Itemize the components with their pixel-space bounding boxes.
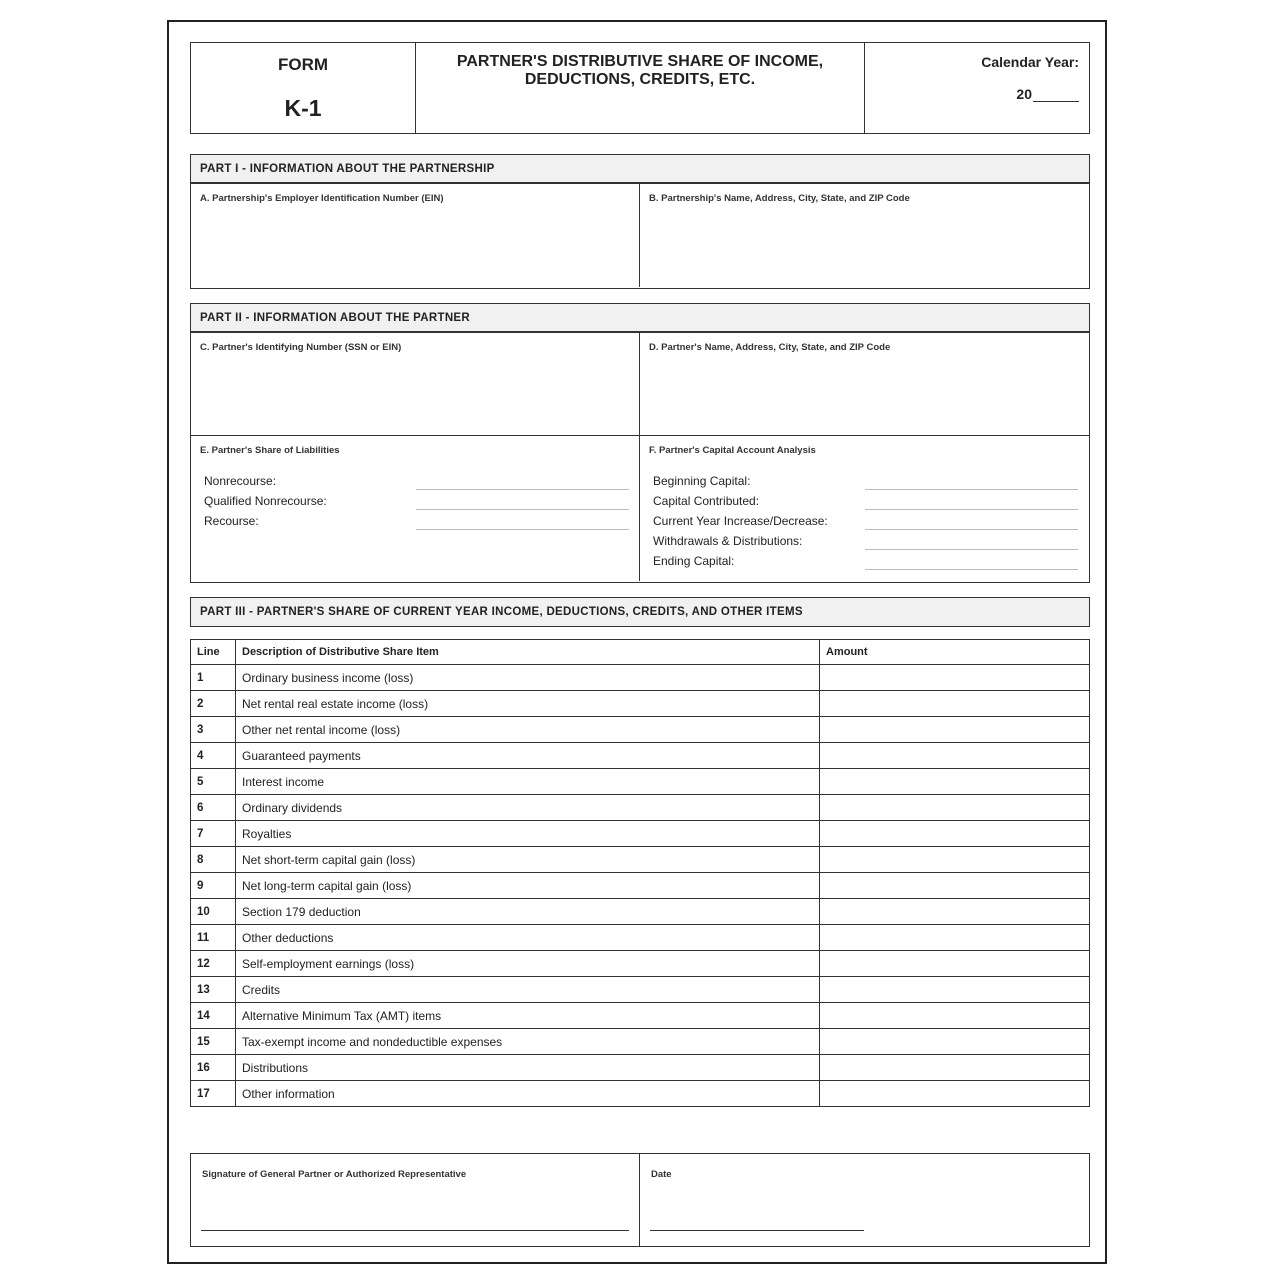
capital-withdrawals-label: Withdrawals & Distributions: [653,534,803,548]
capital-account-box [640,436,1089,581]
partnership-ein-field[interactable] [191,184,640,287]
amount-input[interactable] [820,1081,1090,1107]
table-row [191,717,1090,743]
liability-qualified-nonrecourse-input[interactable] [416,509,629,510]
line-number: 2 [191,691,236,717]
line-number: 1 [191,665,236,691]
line-number: 10 [191,899,236,925]
date-line[interactable] [650,1230,864,1231]
part3-section [190,597,1090,627]
table-row [191,873,1090,899]
capital-beginning-label: Beginning Capital: [653,474,751,488]
calendar-year-field[interactable] [1016,86,1079,102]
line-description: Section 179 deduction [236,899,820,925]
line-description: Credits [236,977,820,1003]
table-row [191,899,1090,925]
table-row [191,1081,1090,1107]
table-row [191,1029,1090,1055]
line-description: Interest income [236,769,820,795]
amount-input[interactable] [820,1029,1090,1055]
year-prefix: 20 [1016,86,1032,102]
capital-change-label: Current Year Increase/Decrease: [653,514,828,528]
amount-input[interactable] [820,925,1090,951]
form-number: K-1 [284,95,322,121]
liability-recourse-label: Recourse: [204,514,259,528]
part1-heading: PART I - INFORMATION ABOUT THE PARTNERSHIP [191,155,1089,184]
form-title-line1: PARTNER'S DISTRIBUTIVE SHARE OF INCOME, [456,53,824,70]
table-row [191,665,1090,691]
capital-change-input[interactable] [865,529,1078,530]
line-description: Tax-exempt income and nondeductible expenses [236,1029,820,1055]
amount-input[interactable] [820,665,1090,691]
partner-liabilities-label: E. Partner's Share of Liabilities [200,445,340,456]
partner-id-number-field[interactable] [191,333,640,435]
line-description: Other net rental income (loss) [236,717,820,743]
partner-name-address-field[interactable] [640,333,1089,435]
calendar-year-label: Calendar Year: [981,54,1079,70]
line-number: 7 [191,821,236,847]
line-description: Net long-term capital gain (loss) [236,873,820,899]
line-description: Royalties [236,821,820,847]
table-row [191,1003,1090,1029]
partner-name-address-label: D. Partner's Name, Address, City, State, and ZIP Code [649,342,891,353]
form-id-box [191,43,416,133]
capital-ending-input[interactable] [865,569,1078,570]
capital-withdrawals-input[interactable] [865,549,1078,550]
liability-nonrecourse-input[interactable] [416,489,629,490]
line-description: Ordinary dividends [236,795,820,821]
part1-section [190,154,1090,289]
column-header-line: Line [191,640,236,665]
line-description: Self-employment earnings (loss) [236,951,820,977]
partner-liabilities-box [191,436,640,581]
capital-contributed-input[interactable] [865,509,1078,510]
line-number: 3 [191,717,236,743]
k1-form-page [167,20,1107,1264]
line-number: 12 [191,951,236,977]
line-description: Other deductions [236,925,820,951]
table-row [191,847,1090,873]
line-description: Ordinary business income (loss) [236,665,820,691]
line-number: 11 [191,925,236,951]
form-header [190,42,1090,134]
date-label: Date [651,1169,672,1180]
line-number: 16 [191,1055,236,1081]
line-description: Net rental real estate income (loss) [236,691,820,717]
line-description: Alternative Minimum Tax (AMT) items [236,1003,820,1029]
date-box [640,1154,1089,1246]
capital-ending-label: Ending Capital: [653,554,735,568]
table-row [191,1055,1090,1081]
form-title-line2: DEDUCTIONS, CREDITS, ETC. [524,71,756,88]
amount-input[interactable] [820,691,1090,717]
amount-input[interactable] [820,821,1090,847]
capital-beginning-input[interactable] [865,489,1078,490]
amount-input[interactable] [820,1055,1090,1081]
liability-nonrecourse-label: Nonrecourse: [204,474,277,488]
line-number: 4 [191,743,236,769]
table-row [191,743,1090,769]
line-number: 14 [191,1003,236,1029]
signature-box [191,1154,640,1246]
table-row [191,925,1090,951]
table-body [191,665,1090,1107]
amount-input[interactable] [820,717,1090,743]
capital-contributed-label: Capital Contributed: [653,494,760,508]
part2-section [190,303,1090,583]
amount-input[interactable] [820,743,1090,769]
partner-id-number-label: C. Partner's Identifying Number (SSN or EIN) [200,342,402,353]
column-header-amount: Amount [820,640,1090,665]
amount-input[interactable] [820,873,1090,899]
line-number: 5 [191,769,236,795]
column-header-description: Description of Distributive Share Item [236,640,820,665]
part3-heading: PART III - PARTNER'S SHARE OF CURRENT YEAR INCOME, DEDUCTIONS, CREDITS, AND OTHER ITEMS [191,598,1089,626]
year-blank[interactable] [1033,88,1079,102]
amount-input[interactable] [820,899,1090,925]
line-description: Distributions [236,1055,820,1081]
amount-input[interactable] [820,951,1090,977]
line-description: Other information [236,1081,820,1107]
signature-line[interactable] [201,1230,629,1231]
distributive-share-table [190,639,1090,1107]
capital-account-label: F. Partner's Capital Account Analysis [649,445,816,456]
table-row [191,977,1090,1003]
form-label: FORM [277,55,329,74]
line-number: 6 [191,795,236,821]
table-row [191,951,1090,977]
amount-input[interactable] [820,795,1090,821]
liability-recourse-input[interactable] [416,529,629,530]
form-title [416,53,864,89]
liability-qualified-nonrecourse-label: Qualified Nonrecourse: [204,494,327,508]
form-title-box [416,43,865,133]
amount-input[interactable] [820,977,1090,1003]
signature-section [190,1153,1090,1247]
amount-input[interactable] [820,1003,1090,1029]
line-number: 15 [191,1029,236,1055]
part2-heading: PART II - INFORMATION ABOUT THE PARTNER [191,304,1089,333]
line-number: 17 [191,1081,236,1107]
signature-label: Signature of General Partner or Authorized Representative [202,1169,467,1180]
amount-input[interactable] [820,847,1090,873]
partnership-ein-label: A. Partnership's Employer Identification Number (EIN) [200,193,444,204]
line-description: Guaranteed payments [236,743,820,769]
amount-input[interactable] [820,769,1090,795]
line-number: 8 [191,847,236,873]
table-row [191,769,1090,795]
table-header-row [191,640,1090,665]
partnership-name-address-label: B. Partnership's Name, Address, City, State, and ZIP Code [649,193,910,204]
line-number: 13 [191,977,236,1003]
table-row [191,821,1090,847]
table-row [191,795,1090,821]
line-number: 9 [191,873,236,899]
line-description: Net short-term capital gain (loss) [236,847,820,873]
calendar-year-box [865,43,1089,133]
table-row [191,691,1090,717]
partnership-name-address-field[interactable] [640,184,1089,287]
